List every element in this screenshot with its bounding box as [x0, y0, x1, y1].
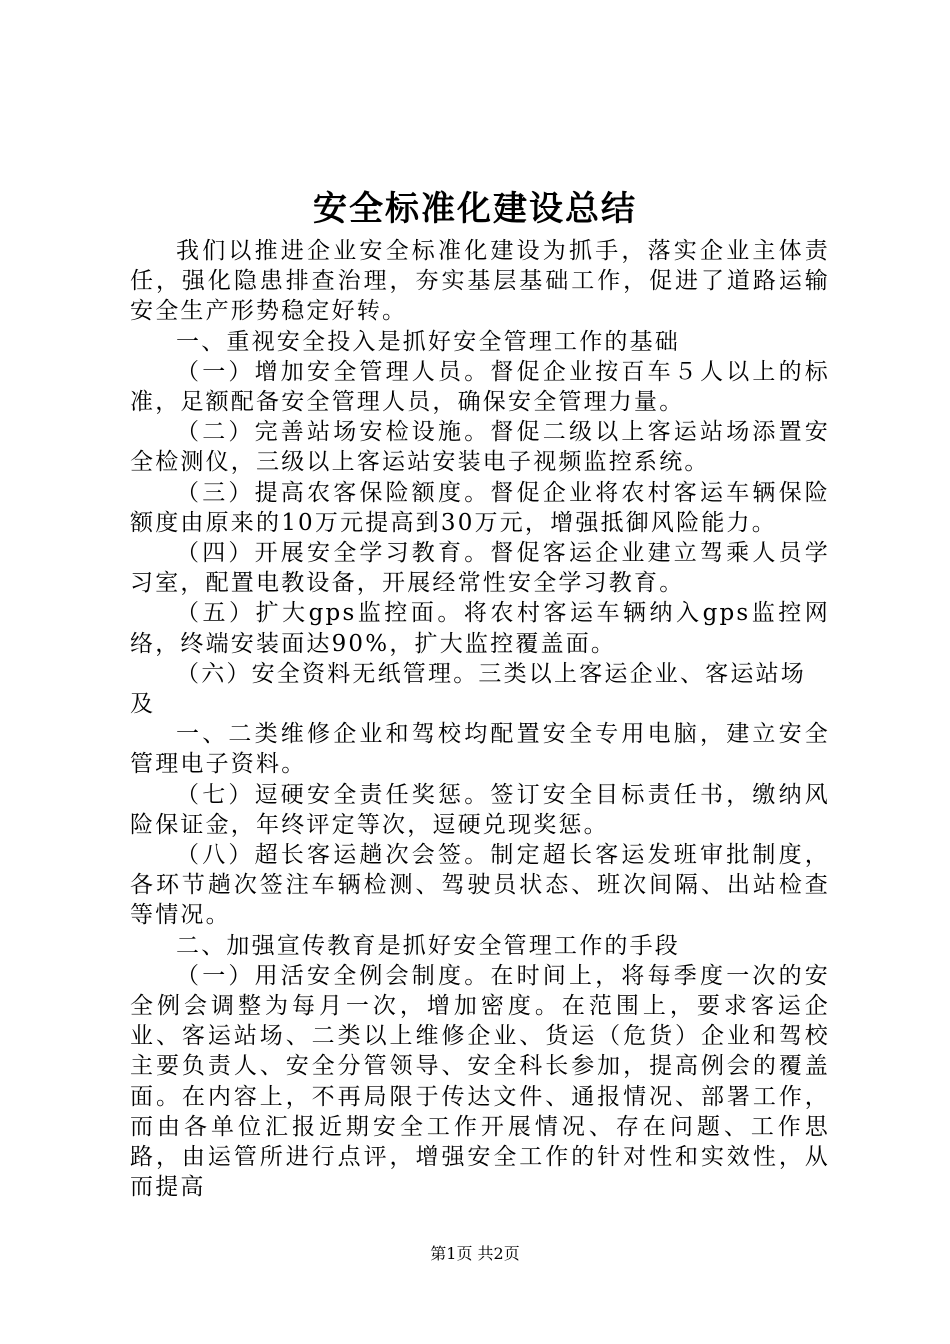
paragraph-1-4: （四）开展安全学习教育。督促客运企业建立驾乘人员学习室，配置电教设备，开展经常性安全学习教育。	[130, 540, 830, 597]
paragraph-1-6-cont: 一、二类维修企业和驾校均配置安全专用电脑，建立安全管理电子资料。	[130, 721, 830, 778]
paragraph-1-6: （六）安全资料无纸管理。三类以上客运企业、客运站场及	[130, 660, 806, 718]
section-heading-1: 一、重视安全投入是抓好安全管理工作的基础	[176, 328, 680, 355]
paragraph-2-1: （一）用活安全例会制度。在时间上，将每季度一次的安全例会调整为每月一次，增加密度。在范围上，要求客运企业、客运站场、二类以上维修企业、货运（危货）企业和驾校主要负责人、安全分管领导、安全科长参加，提高例会的覆盖面。在内容上，不再局限于传达文件、通报情况、部署工作，而由各单位汇报近期安全工作开展情况、存在问题、工作思路，由运管所进行点评，增强安全工作的针对性和实效性，从而提高	[130, 962, 830, 1201]
paragraph-1-8: （八）超长客运趟次会签。制定超长客运发班审批制度，各环节趟次签注车辆检测、驾驶员状态、班次间隔、出站检查等情况。	[130, 842, 830, 929]
page-footer: 第1页 共2页	[430, 1244, 520, 1263]
paragraph-1-5: （五）扩大gps监控面。将农村客运车辆纳入gps监控网络，终端安装面达90%，扩大监控覆盖面。	[130, 600, 830, 657]
paragraph-1-7: （七）逗硬安全责任奖惩。签订安全目标责任书，缴纳风险保证金，年终评定等次，逗硬兑现奖惩。	[130, 781, 830, 838]
paragraph-1-1: （一）增加安全管理人员。督促企业按百车５人以上的标准，足额配备安全管理人员，确保安全管理力量。	[130, 358, 830, 416]
paragraph-1-2: （二）完善站场安检设施。督促二级以上客运站场添置安全检测仪，三级以上客运站安装电子视频监控系统。	[130, 419, 830, 476]
section-heading-2: 二、加强宣传教育是抓好安全管理工作的手段	[176, 932, 680, 959]
document-body	[130, 236, 830, 1203]
document-title: 安全标准化建设总结	[313, 189, 637, 229]
paragraph-intro: 我们以推进企业安全标准化建设为抓手，落实企业主体责任，强化隐患排查治理，夯实基层基础工作，促进了道路运输安全生产形势稳定好转。	[130, 238, 830, 325]
paragraph-1-3: （三）提高农客保险额度。督促企业将农村客运车辆保险额度由原来的10万元提高到30万元，增强抵御风险能力。	[130, 479, 830, 536]
